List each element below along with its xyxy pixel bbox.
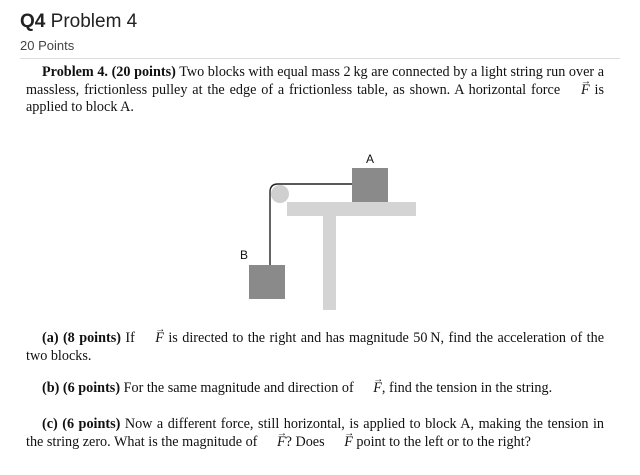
label-a: A bbox=[365, 152, 375, 166]
table-top bbox=[287, 202, 416, 216]
part-a bbox=[26, 330, 604, 365]
force-vector-symbol-a: → F bbox=[139, 330, 164, 348]
header-divider bbox=[20, 58, 620, 59]
part-c bbox=[26, 416, 604, 451]
block-b bbox=[249, 265, 285, 299]
pulley-diagram bbox=[230, 148, 430, 318]
part-c-label: (c) (6 points) bbox=[42, 416, 121, 432]
problem-heading: Problem 4. (20 points) bbox=[42, 64, 176, 80]
part-a-text-1: If bbox=[120, 330, 140, 346]
question-header bbox=[20, 10, 137, 53]
table-leg bbox=[323, 215, 336, 310]
part-a-label: (a) (8 points) bbox=[42, 330, 121, 346]
part-c-text-1: Now a different force, still horizontal, is applied to block A, making the tension in the string zero. What is the magnitude of bbox=[26, 416, 604, 450]
question-title-text: Problem 4 bbox=[50, 11, 138, 32]
part-b bbox=[26, 380, 604, 398]
part-b-text-1: For the same magnitude and direction of bbox=[120, 380, 358, 396]
label-b: B bbox=[239, 248, 249, 262]
pulley-diagram-svg bbox=[230, 148, 430, 318]
part-a-text-2: is directed to the right and has magnitude 50 N, find the acceleration of the two blocks. bbox=[26, 330, 604, 364]
part-b-label: (b) (6 points) bbox=[42, 380, 121, 396]
problem-statement bbox=[26, 64, 604, 117]
force-vector-symbol-b: → F bbox=[357, 380, 382, 398]
question-title bbox=[20, 10, 137, 34]
pulley bbox=[271, 185, 289, 203]
force-vector-symbol-c2: → F bbox=[328, 434, 353, 452]
problem-intro-text-1: Two blocks with equal mass 2 kg are connected by a light string run over a massless, frictionless pulley at the edge of a frictionless table, as shown. A horizontal force bbox=[26, 64, 604, 98]
part-b-text-2: , find the tension in the string. bbox=[381, 380, 553, 396]
force-vector-symbol-c1: → F bbox=[261, 434, 286, 452]
question-points: 20 Points bbox=[20, 38, 75, 53]
part-c-text-3: point to the left or to the right? bbox=[352, 433, 531, 450]
question-number: Q4 bbox=[20, 11, 46, 32]
problem-intro bbox=[26, 64, 604, 117]
block-a bbox=[352, 168, 388, 202]
problem-intro-text-2: is applied to block A. bbox=[26, 81, 604, 115]
force-vector-symbol: → F bbox=[565, 82, 590, 100]
part-c-text-2: ? Does bbox=[285, 433, 329, 450]
